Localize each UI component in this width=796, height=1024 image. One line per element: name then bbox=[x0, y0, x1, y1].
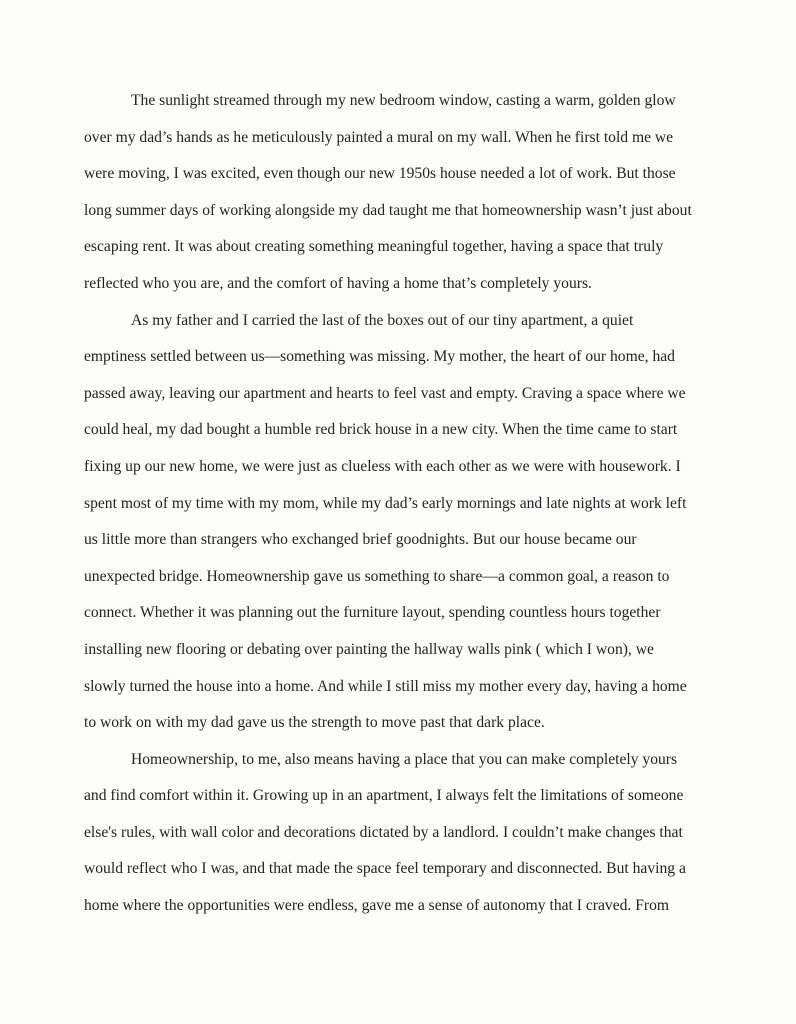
text-line: could heal, my dad bought a humble red brick house in a new city. When the time came to start bbox=[84, 421, 678, 439]
text-line: unexpected bridge. Homeownership gave us something to share—a common goal, a reason to bbox=[84, 567, 670, 585]
paragraph-3 bbox=[84, 742, 726, 925]
text-line: fixing up our new home, we were just as clueless with each other as we were with housework. I bbox=[84, 457, 681, 475]
text-line: connect. Whether it was planning out the furniture layout, spending countless hours together bbox=[84, 604, 661, 622]
essay-body bbox=[84, 83, 726, 925]
text-line: long summer days of working alongside my dad taught me that homeownership wasn’t just about bbox=[84, 201, 692, 219]
text-line: spent most of my time with my mom, while my dad’s early mornings and late nights at work left bbox=[84, 494, 687, 512]
text-line: escaping rent. It was about creating something meaningful together, having a space that truly bbox=[84, 238, 664, 256]
text-line: over my dad’s hands as he meticulously painted a mural on my wall. When he first told me we bbox=[84, 128, 674, 146]
text-line: Homeownership, to me, also means having a place that you can make completely yours bbox=[131, 750, 678, 768]
text-line: us little more than strangers who exchanged brief goodnights. But our house became our bbox=[84, 531, 637, 549]
paragraph-1 bbox=[84, 83, 726, 303]
text-line: reflected who you are, and the comfort of having a home that’s completely yours. bbox=[84, 274, 592, 292]
text-line: emptiness settled between us—something was missing. My mother, the heart of our home, had bbox=[84, 348, 675, 366]
text-line: home where the opportunities were endless, gave me a sense of autonomy that I craved. From bbox=[84, 897, 670, 915]
text-line: would reflect who I was, and that made the space feel temporary and disconnected. But having a bbox=[84, 860, 686, 878]
text-line: else's rules, with wall color and decorations dictated by a landlord. I couldn’t make changes that bbox=[84, 823, 683, 841]
text-line: and find comfort within it. Growing up in an apartment, I always felt the limitations of someone bbox=[84, 787, 684, 805]
paragraph-2 bbox=[84, 303, 726, 742]
text-line: were moving, I was excited, even though our new 1950s house needed a lot of work. But those bbox=[84, 165, 676, 183]
text-line: to work on with my dad gave us the strength to move past that dark place. bbox=[84, 714, 545, 732]
text-line: As my father and I carried the last of the boxes out of our tiny apartment, a quiet bbox=[131, 311, 634, 329]
text-line: passed away, leaving our apartment and hearts to feel vast and empty. Craving a space where we bbox=[84, 384, 686, 402]
text-line: installing new flooring or debating over painting the hallway walls pink ( which I won), we bbox=[84, 640, 654, 658]
text-line: The sunlight streamed through my new bedroom window, casting a warm, golden glow bbox=[131, 92, 676, 109]
text-line: slowly turned the house into a home. And while I still miss my mother every day, having a home bbox=[84, 677, 687, 695]
